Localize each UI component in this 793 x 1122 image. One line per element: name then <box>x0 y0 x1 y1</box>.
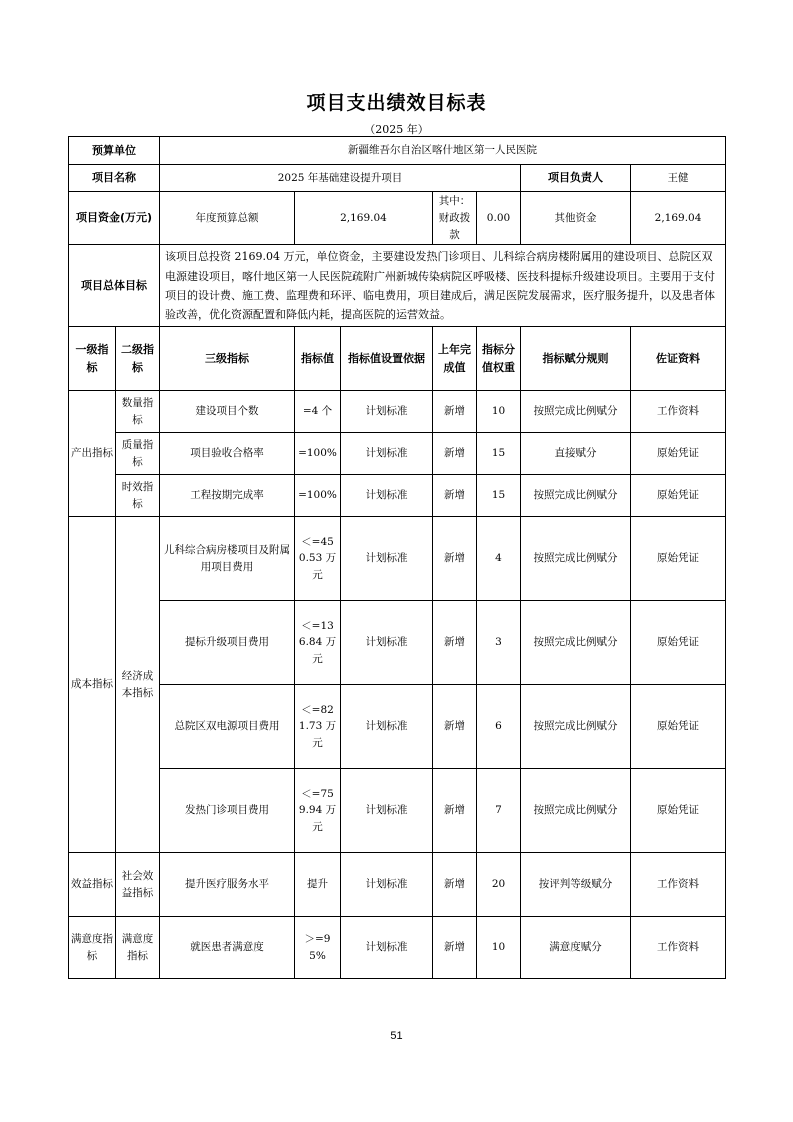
scoring-rule: 按照完成比例赋分 <box>521 475 631 517</box>
indicator-weight: 10 <box>477 391 521 433</box>
previous-value: 新增 <box>433 769 477 853</box>
evidence: 原始凭证 <box>631 769 726 853</box>
evidence: 工作资料 <box>631 917 726 979</box>
scoring-rule: 按评判等级赋分 <box>521 853 631 917</box>
level2-indicator: 时效指标 <box>116 475 160 517</box>
level2-indicator: 数量指标 <box>116 391 160 433</box>
level3-indicator: 提升医疗服务水平 <box>160 853 295 917</box>
level3-indicator: 提标升级项目费用 <box>160 601 295 685</box>
indicator-value: =4 个 <box>295 391 341 433</box>
indicator-basis: 计划标准 <box>341 517 433 601</box>
column-header: 指标分值权重 <box>477 327 521 391</box>
table-row <box>69 685 726 769</box>
table-row <box>69 475 726 517</box>
table-row <box>69 853 726 917</box>
level3-indicator: 就医患者满意度 <box>160 917 295 979</box>
level2-indicator: 满意度指标 <box>116 917 160 979</box>
indicator-basis: 计划标准 <box>341 917 433 979</box>
level3-indicator: 发热门诊项目费用 <box>160 769 295 853</box>
budget-unit-label: 预算单位 <box>69 137 160 165</box>
scoring-rule: 按照完成比例赋分 <box>521 685 631 769</box>
fiscal-label: 其中：财政拨款 <box>433 192 477 245</box>
evidence: 原始凭证 <box>631 601 726 685</box>
evidence: 原始凭证 <box>631 517 726 601</box>
budget-unit-value: 新疆维吾尔自治区喀什地区第一人民医院 <box>160 137 726 165</box>
level3-indicator: 工程按期完成率 <box>160 475 295 517</box>
annual-budget-value: 2,169.04 <box>295 192 433 245</box>
evidence: 原始凭证 <box>631 433 726 475</box>
level1-indicator: 产出指标 <box>69 391 116 517</box>
indicator-weight: 10 <box>477 917 521 979</box>
other-funds-label: 其他资金 <box>521 192 631 245</box>
overall-goal-text: 该项目总投资 2169.04 万元，单位资金，主要建设发热门诊项目、儿科综合病房楼附属用的建设项目、总院区双电源建设项目，喀什地区第一人民医院疏附广州新城传染病院区呼吸楼、医技科提标升级建设项目。主要用于支付项目的设计费、施工费、监理费和环评、临电费用，项目建成后，满足医院发展需求，医疗服务提升，以及患者体验改善，优化资源配置和降低内耗，提高医院的运营效益。 <box>160 245 726 327</box>
indicator-value: ＜=759.94 万元 <box>295 769 341 853</box>
indicator-basis: 计划标准 <box>341 853 433 917</box>
project-leader-value: 王健 <box>631 165 726 192</box>
project-name-label: 项目名称 <box>69 165 160 192</box>
level2-indicator: 质量指标 <box>116 433 160 475</box>
previous-value: 新增 <box>433 917 477 979</box>
previous-value: 新增 <box>433 685 477 769</box>
indicator-basis: 计划标准 <box>341 475 433 517</box>
document-title: 项目支出绩效目标表 <box>306 92 487 114</box>
project-name-value: 2025 年基础建设提升项目 <box>160 165 521 192</box>
column-header: 上年完成值 <box>433 327 477 391</box>
level2-indicator: 社会效益指标 <box>116 853 160 917</box>
project-funds-label: 项目资金(万元) <box>69 192 160 245</box>
performance-table <box>68 136 726 979</box>
indicator-basis: 计划标准 <box>341 391 433 433</box>
level3-indicator: 儿科综合病房楼项目及附属用项目费用 <box>160 517 295 601</box>
evidence: 工作资料 <box>631 853 726 917</box>
table-row <box>69 391 726 433</box>
indicator-value: ＜=450.53 万元 <box>295 517 341 601</box>
level3-indicator: 总院区双电源项目费用 <box>160 685 295 769</box>
indicator-weight: 20 <box>477 853 521 917</box>
indicator-basis: 计划标准 <box>341 769 433 853</box>
previous-value: 新增 <box>433 853 477 917</box>
column-header: 指标赋分规则 <box>521 327 631 391</box>
fiscal-value: 0.00 <box>477 192 521 245</box>
table-row <box>69 769 726 853</box>
level2-indicator: 经济成本指标 <box>116 517 160 853</box>
project-leader-label: 项目负责人 <box>521 165 631 192</box>
scoring-rule: 直接赋分 <box>521 433 631 475</box>
indicator-weight: 7 <box>477 769 521 853</box>
indicator-basis: 计划标准 <box>341 601 433 685</box>
previous-value: 新增 <box>433 391 477 433</box>
scoring-rule: 按照完成比例赋分 <box>521 391 631 433</box>
column-header: 二级指标 <box>116 327 160 391</box>
column-header: 佐证资料 <box>631 327 726 391</box>
page-number: 51 <box>390 1030 403 1042</box>
column-header: 指标值 <box>295 327 341 391</box>
column-header: 一级指标 <box>69 327 116 391</box>
table-row <box>69 517 726 601</box>
indicator-basis: 计划标准 <box>341 685 433 769</box>
column-header: 指标值设置依据 <box>341 327 433 391</box>
table-row <box>69 917 726 979</box>
document-year: （2025 年） <box>364 123 429 136</box>
evidence: 原始凭证 <box>631 685 726 769</box>
evidence: 工作资料 <box>631 391 726 433</box>
other-funds-value: 2,169.04 <box>631 192 726 245</box>
indicator-weight: 4 <box>477 517 521 601</box>
scoring-rule: 按照完成比例赋分 <box>521 601 631 685</box>
scoring-rule: 按照完成比例赋分 <box>521 769 631 853</box>
scoring-rule: 满意度赋分 <box>521 917 631 979</box>
column-header-row <box>69 327 726 391</box>
column-header: 三级指标 <box>160 327 295 391</box>
level1-indicator: 满意度指标 <box>69 917 116 979</box>
indicator-value: ＜=136.84 万元 <box>295 601 341 685</box>
indicator-weight: 15 <box>477 433 521 475</box>
previous-value: 新增 <box>433 433 477 475</box>
indicator-value: ＜=821.73 万元 <box>295 685 341 769</box>
indicator-weight: 15 <box>477 475 521 517</box>
level1-indicator: 成本指标 <box>69 517 116 853</box>
evidence: 原始凭证 <box>631 475 726 517</box>
overall-goal-label: 项目总体目标 <box>69 245 160 327</box>
indicator-value: ＞=95% <box>295 917 341 979</box>
annual-budget-label: 年度预算总额 <box>160 192 295 245</box>
previous-value: 新增 <box>433 475 477 517</box>
indicator-value: =100% <box>295 433 341 475</box>
previous-value: 新增 <box>433 601 477 685</box>
level3-indicator: 项目验收合格率 <box>160 433 295 475</box>
level3-indicator: 建设项目个数 <box>160 391 295 433</box>
indicator-weight: 3 <box>477 601 521 685</box>
scoring-rule: 按照完成比例赋分 <box>521 517 631 601</box>
level1-indicator: 效益指标 <box>69 853 116 917</box>
indicator-basis: 计划标准 <box>341 433 433 475</box>
previous-value: 新增 <box>433 517 477 601</box>
indicator-value: 提升 <box>295 853 341 917</box>
indicator-value: =100% <box>295 475 341 517</box>
table-row <box>69 601 726 685</box>
indicator-weight: 6 <box>477 685 521 769</box>
table-row <box>69 433 726 475</box>
